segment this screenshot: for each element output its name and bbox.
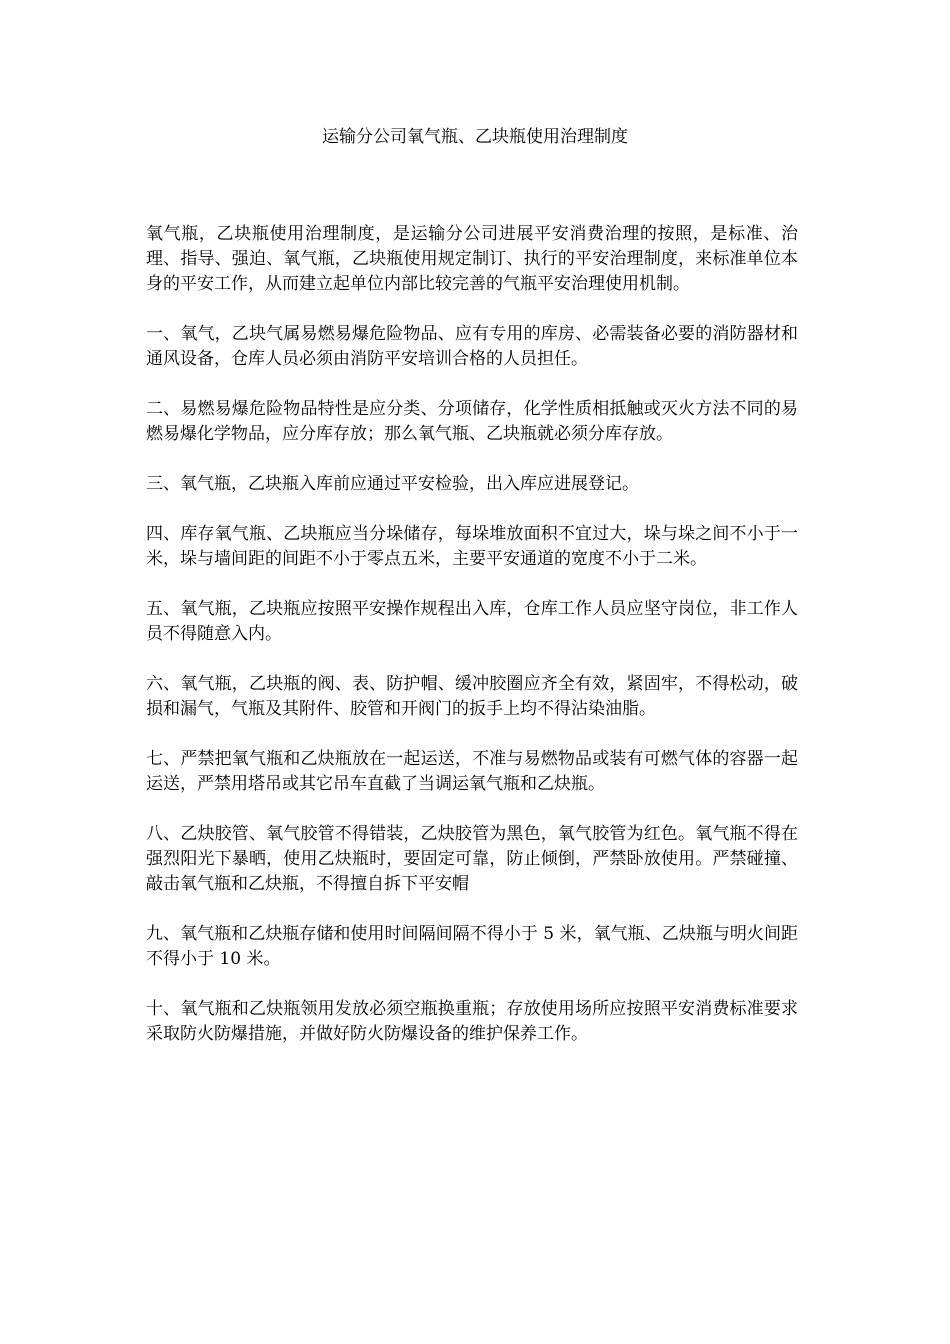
paragraph-8: 八、乙炔胶管、氧气胶管不得错装，乙炔胶管为黑色，氧气胶管为红色。氧气瓶不得在强烈阳光下暴晒，使用乙炔瓶时，要固定可靠，防止倾倒，严禁卧放使用。严禁碰撞、敲击氧气瓶和乙炔瓶，不得擅自拆下平安帽 <box>146 824 798 894</box>
paragraph-intro: 氧气瓶，乙块瓶使用治理制度，是运输分公司进展平安消费治理的按照，是标准、治理、指导、强迫、氧气瓶，乙块瓶使用规定制订、执行的平安治理制度，来标准单位本身的平安工作，从而建立起单位内部比较完善的气瓶平安治理使用机制。 <box>146 224 798 294</box>
paragraph-4: 四、库存氧气瓶、乙块瓶应当分垛储存，每垛堆放面积不宜过大，垛与垛之间不小于一米，垛与墙间距的间距不小于零点五米，主要平安通道的宽度不小于二米。 <box>146 524 798 569</box>
paragraph-3: 三、氧气瓶，乙块瓶入库前应通过平安检验，出入库应进展登记。 <box>146 474 639 494</box>
paragraph-6: 六、氧气瓶，乙块瓶的阀、表、防护帽、缓冲胶圈应齐全有效，紧固牢，不得松动，破损和漏气，气瓶及其附件、胶管和开阀门的扳手上均不得沾染油脂。 <box>146 674 798 719</box>
paragraph-1: 一、氧气，乙块气属易燃易爆危险物品、应有专用的库房、必需装备必要的消防器材和通风设备，仓库人员必须由消防平安培训合格的人员担任。 <box>146 324 798 369</box>
paragraph-7: 七、严禁把氧气瓶和乙炔瓶放在一起运送，不准与易燃物品或装有可燃气体的容器一起运送，严禁用塔吊或其它吊车直截了当调运氧气瓶和乙炔瓶。 <box>146 749 798 794</box>
paragraph-10: 十、氧气瓶和乙炔瓶领用发放必须空瓶换重瓶；存放使用场所应按照平安消费标准要求采取防火防爆措施，并做好防火防爆设备的维护保养工作。 <box>146 999 798 1044</box>
paragraph-5: 五、氧气瓶，乙块瓶应按照平安操作规程出入库，仓库工作人员应坚守岗位，非工作人员不得随意入内。 <box>146 599 798 644</box>
document-body <box>146 222 798 1072</box>
document-title: 运输分公司氧气瓶、乙块瓶使用治理制度 <box>322 127 628 147</box>
paragraph-2: 二、易燃易爆危险物品特性是应分类、分项储存，化学性质相抵触或灭火方法不同的易燃易爆化学物品，应分库存放；那么氧气瓶、乙块瓶就必须分库存放。 <box>146 399 798 444</box>
paragraph-9: 九、氧气瓶和乙炔瓶存储和使用时间隔间隔不得小于 5 米，氧气瓶、乙炔瓶与明火间距不得小于 10 米。 <box>146 924 798 969</box>
